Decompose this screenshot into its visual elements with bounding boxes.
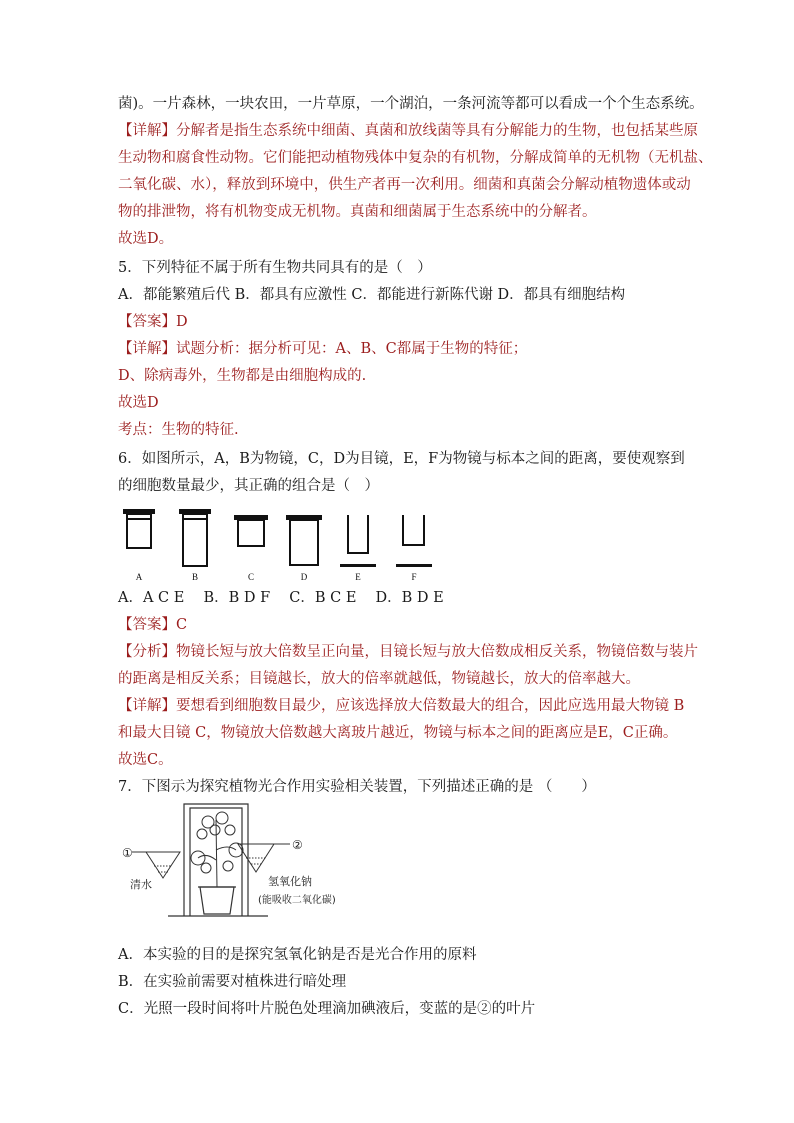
detail-tag: 【详解】 [118, 123, 176, 139]
distance-f [396, 515, 432, 567]
answer-tag: 【答案】 [118, 617, 176, 633]
detail-text: 试题分析：据分析可见：A、B、C都属于生物的特征； [176, 341, 528, 357]
fig6-label: D [300, 572, 308, 582]
bell-jar [168, 804, 268, 916]
fig6-label: A [135, 572, 143, 582]
plant [191, 812, 243, 887]
label-naoh: 氢氧化钠 [268, 875, 312, 888]
question-6-cont: 的细胞数量最少，其正确的组合是（ ） [118, 478, 379, 494]
question-6-answer [118, 615, 187, 635]
detail-text: 要想看到细胞数目最少，应该选择放大倍数最大的组合，因此应选用最大物镜 B [176, 698, 685, 714]
text-line: 二氧化碳、水），释放到环境中，供生产者再一次利用。细菌和真菌会分解动植物遗体或动 [118, 177, 691, 193]
question-7-option-c: C．光照一段时间将叶片脱色处理滴加碘液后，变蓝的是②的叶片 [118, 1001, 536, 1017]
photosynthesis-apparatus-figure [118, 800, 378, 925]
objective-a [123, 509, 155, 548]
left-bag [132, 852, 180, 878]
text-line: 和最大目镜 C，物镜放大倍数越大离玻片越近，物镜与标本之间的距离应是E，C正确。 [118, 725, 678, 741]
fig6-label: B [191, 572, 199, 582]
mark-2: ② [292, 838, 303, 852]
detail-tag: 【详解】 [118, 341, 176, 357]
question-5: 5．下列特征不属于所有生物共同具有的是（ ） [118, 260, 432, 276]
text-line: 的距离是相反关系；目镜越长，放大的倍率就越低，物镜越长，放大的倍率越大。 [118, 671, 640, 687]
text-line: 物的排泄物，将有机物变成无机物。真菌和细菌属于生态系统中的分解者。 [118, 204, 597, 220]
question-6-options: A．A C E B．B D F C．B C E D．B D E [118, 590, 444, 606]
flower-pot [198, 887, 236, 914]
question-5-options: A．都能繁殖后代 B．都具有应激性 C．都能进行新陈代谢 D．都具有细胞结构 [118, 287, 626, 303]
answer-tag: 【答案】 [118, 314, 176, 330]
question-6: 6．如图所示，A，B为物镜，C，D为目镜，E，F为物镜与标本之间的距离，要使观察到 [118, 451, 685, 467]
eyepiece-d [286, 515, 322, 565]
answer-select: 故选C。 [118, 752, 173, 768]
detail-tag: 【详解】 [118, 698, 176, 714]
label-naoh-note: (能吸收二氧化碳) [258, 895, 336, 906]
fig6-label: C [247, 572, 255, 582]
question-7-option-b: B．在实验前需要对植株进行暗处理 [118, 974, 347, 990]
question-5-answer [118, 312, 188, 332]
question-6-detail [118, 696, 684, 716]
microscope-lens-figure [118, 505, 448, 583]
analysis-tag: 【分析】 [118, 644, 176, 660]
detail-paragraph [118, 121, 698, 141]
question-7: 7．下图示为探究植物光合作用实验相关装置，下列描述正确的是 （ ） [118, 779, 596, 795]
knowledge-point: 考点：生物的特征. [118, 422, 239, 438]
label-water: 清水 [130, 878, 152, 891]
question-7-option-a: A．本实验的目的是探究氢氧化钠是否是光合作用的原料 [118, 947, 477, 963]
fig6-label: F [411, 572, 417, 582]
answer-select: 故选D。 [118, 231, 174, 247]
question-5-detail [118, 339, 527, 359]
eyepiece-c [234, 515, 268, 546]
mark-1: ① [122, 846, 133, 860]
analysis-text: 物镜长短与放大倍数呈正向量，目镜长短与放大倍数成相反关系，物镜倍数与装片 [176, 644, 698, 660]
fig6-label: E [355, 572, 361, 582]
text-line: 生动物和腐食性动物。它们能把动植物残体中复杂的有机物，分解成简单的无机物（无机盐、 [118, 150, 713, 166]
answer-select: 故选D [118, 395, 159, 411]
objective-b [179, 509, 211, 566]
answer-value: C [176, 617, 188, 633]
detail-text: 分解者是指生态系统中细菌、真菌和放线菌等具有分解能力的生物，也包括某些原 [176, 123, 698, 139]
distance-e [340, 515, 376, 567]
answer-value: D [176, 314, 188, 330]
text-line: D、除病毒外，生物都是由细胞构成的. [118, 368, 367, 384]
question-6-analysis [118, 642, 698, 662]
right-bag [238, 844, 290, 872]
text-line: 菌)。一片森林，一块农田，一片草原，一个湖泊，一条河流等都可以看成一个个生态系统。 [118, 96, 704, 112]
